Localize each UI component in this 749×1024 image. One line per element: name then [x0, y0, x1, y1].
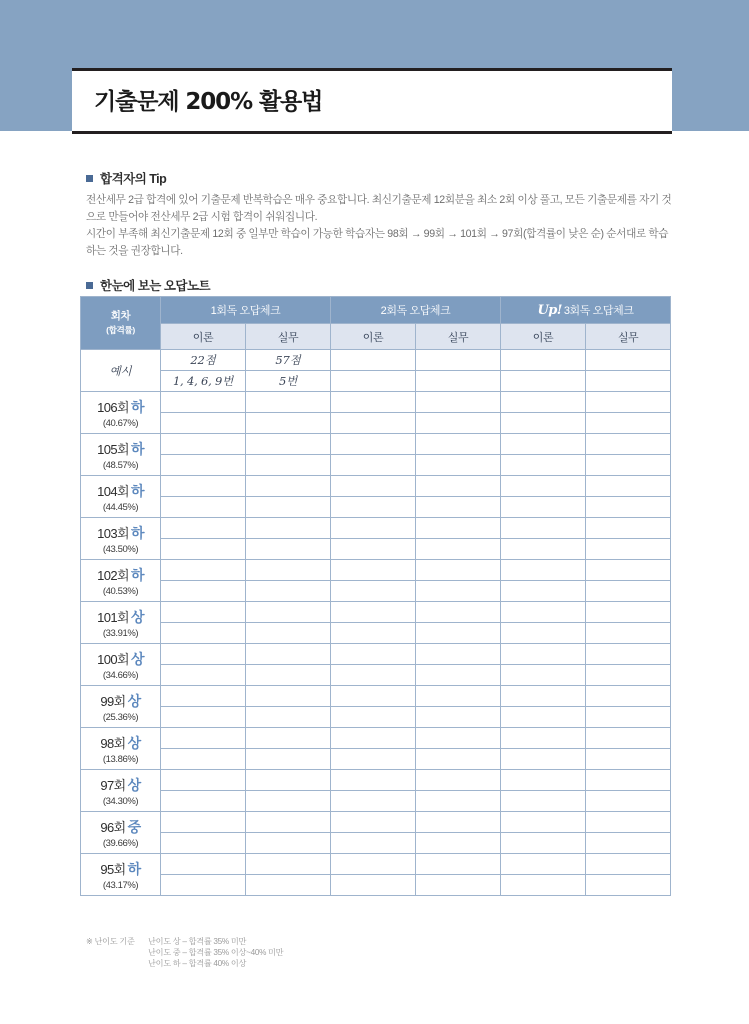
table-row — [81, 644, 671, 665]
table-row — [81, 518, 671, 539]
difficulty-badge: 중 — [127, 818, 141, 835]
answer-cell[interactable] — [416, 602, 501, 623]
answer-cell[interactable] — [161, 497, 246, 518]
round-number: 97회 — [100, 777, 126, 793]
section-heading-note — [86, 276, 210, 294]
answer-cell[interactable] — [586, 476, 671, 497]
example-cell-text: 22점 — [190, 353, 216, 367]
difficulty-badge: 하 — [130, 440, 144, 457]
answer-cell[interactable] — [161, 665, 246, 686]
answer-cell[interactable] — [331, 749, 416, 770]
up-badge-icon: Up! — [537, 303, 562, 318]
answer-cell[interactable] — [416, 392, 501, 413]
answer-cell[interactable] — [331, 791, 416, 812]
table-row-second-line — [81, 539, 671, 560]
pass-rate: (13.86%) — [102, 753, 139, 765]
round-number: 99회 — [100, 693, 126, 709]
example-cell-top-5[interactable] — [501, 350, 586, 371]
answer-cell[interactable] — [416, 581, 501, 602]
answer-cell[interactable] — [161, 560, 246, 581]
table-row-second-line — [81, 455, 671, 476]
bullet-square-icon — [86, 282, 93, 289]
table-row-example-bottom — [81, 371, 671, 392]
table-row — [81, 560, 671, 581]
answer-cell[interactable] — [416, 623, 501, 644]
answer-cell[interactable] — [246, 518, 331, 539]
answer-cell[interactable] — [331, 476, 416, 497]
example-cell-bottom-3[interactable] — [331, 371, 416, 392]
answer-cell[interactable] — [586, 875, 671, 896]
example-cell-bottom-5[interactable] — [501, 371, 586, 392]
difficulty-badge: 상 — [130, 608, 144, 625]
header-round-column — [81, 297, 161, 350]
table-row — [81, 770, 671, 791]
answer-cell[interactable] — [246, 665, 331, 686]
section-heading-note-label: 한눈에 보는 오답노트 — [100, 279, 211, 293]
answer-cell[interactable] — [416, 728, 501, 749]
answer-cell[interactable] — [501, 770, 586, 791]
answer-cell[interactable] — [246, 644, 331, 665]
answer-cell[interactable] — [501, 602, 586, 623]
example-cell-text: 5번 — [278, 374, 298, 388]
answer-cell[interactable] — [331, 728, 416, 749]
answer-cell[interactable] — [501, 413, 586, 434]
answer-cell[interactable] — [161, 434, 246, 455]
table-row-second-line — [81, 833, 671, 854]
answer-cell[interactable] — [586, 791, 671, 812]
answer-cell[interactable] — [501, 791, 586, 812]
header-round-line1: 회차 — [110, 310, 131, 322]
pass-rate: (43.17%) — [102, 879, 139, 891]
subheader-practice-3: 실무 — [586, 324, 671, 350]
answer-cell[interactable] — [416, 413, 501, 434]
table-row-second-line — [81, 581, 671, 602]
table-row — [81, 812, 671, 833]
answer-cell[interactable] — [416, 560, 501, 581]
tip-paragraph-2: 시간이 부족해 최신기출문제 12회 중 일부만 학습이 가능한 학습자는 98회 → 99회 → 101회 → 97회(합격률이 낮은 순) 순서대로 학습하는 것을 권장합니다. — [86, 228, 669, 257]
answer-cell[interactable] — [501, 581, 586, 602]
section-heading-tip-label: 합격자의 Tip — [100, 172, 167, 186]
example-cell-text: 1, 4, 6, 9번 — [172, 374, 234, 388]
answer-cell[interactable] — [246, 602, 331, 623]
answer-cell[interactable] — [246, 476, 331, 497]
answer-cell[interactable] — [416, 476, 501, 497]
answer-cell[interactable] — [246, 707, 331, 728]
pass-rate: (48.57%) — [102, 459, 139, 471]
round-cell-102회 — [81, 560, 161, 602]
answer-cell[interactable] — [331, 623, 416, 644]
answer-cell[interactable] — [331, 854, 416, 875]
table-header — [81, 297, 671, 350]
answer-cell[interactable] — [586, 812, 671, 833]
pass-rate: (40.53%) — [102, 585, 139, 597]
answer-cell[interactable] — [416, 875, 501, 896]
answer-cell[interactable] — [331, 686, 416, 707]
round-cell-106회 — [81, 392, 161, 434]
answer-cell[interactable] — [246, 560, 331, 581]
example-cell-top-4[interactable] — [416, 350, 501, 371]
round-number: 95회 — [100, 861, 126, 877]
answer-cell[interactable] — [586, 854, 671, 875]
pass-rate: (33.91%) — [102, 627, 139, 639]
table-row-second-line — [81, 497, 671, 518]
footnote-label: ※ 난이도 기준 — [86, 937, 135, 946]
answer-cell[interactable] — [501, 665, 586, 686]
header-group-1 — [161, 297, 331, 324]
answer-cell[interactable] — [331, 518, 416, 539]
answer-cell[interactable] — [586, 455, 671, 476]
answer-cell[interactable] — [161, 791, 246, 812]
answer-cell[interactable] — [501, 833, 586, 854]
round-cell-98회 — [81, 728, 161, 770]
answer-cell[interactable] — [416, 455, 501, 476]
table-row — [81, 476, 671, 497]
answer-cell[interactable] — [416, 434, 501, 455]
example-cell-top-6[interactable] — [586, 350, 671, 371]
answer-cell[interactable] — [416, 497, 501, 518]
subheader-theory-1: 이론 — [161, 324, 246, 350]
answer-cell[interactable] — [331, 560, 416, 581]
difficulty-badge: 상 — [127, 734, 141, 751]
round-cell-105회 — [81, 434, 161, 476]
header-group-3-label: 3회독 오답체크 — [563, 305, 634, 317]
answer-cell[interactable] — [161, 875, 246, 896]
example-cell-bottom-1[interactable] — [161, 371, 246, 392]
answer-cell[interactable] — [161, 644, 246, 665]
table-row-example-top — [81, 350, 671, 371]
table-row — [81, 392, 671, 413]
difficulty-badge: 하 — [127, 860, 141, 877]
difficulty-badge: 하 — [130, 524, 144, 541]
pass-rate: (34.66%) — [102, 669, 139, 681]
answer-cell[interactable] — [501, 728, 586, 749]
answer-cell[interactable] — [501, 560, 586, 581]
answer-cell[interactable] — [246, 539, 331, 560]
answer-cell[interactable] — [586, 413, 671, 434]
answer-cell[interactable] — [586, 581, 671, 602]
example-cell-top-2[interactable] — [246, 350, 331, 371]
answer-cell[interactable] — [586, 623, 671, 644]
round-cell-101회 — [81, 602, 161, 644]
answer-cell[interactable] — [501, 854, 586, 875]
round-number: 101회 — [97, 609, 129, 625]
answer-cell[interactable] — [416, 665, 501, 686]
pass-rate: (25.36%) — [102, 711, 139, 723]
answer-cell[interactable] — [501, 644, 586, 665]
answer-cell[interactable] — [501, 434, 586, 455]
answer-cell[interactable] — [331, 539, 416, 560]
answer-cell[interactable] — [161, 707, 246, 728]
header-group-2 — [331, 297, 501, 324]
answer-cell[interactable] — [246, 686, 331, 707]
round-number: 103회 — [97, 525, 129, 541]
answer-cell[interactable] — [161, 518, 246, 539]
answer-cell[interactable] — [331, 812, 416, 833]
answer-cell[interactable] — [586, 749, 671, 770]
answer-cell[interactable] — [586, 665, 671, 686]
subheader-theory-3: 이론 — [501, 324, 586, 350]
answer-cell[interactable] — [416, 812, 501, 833]
answer-cell[interactable] — [246, 791, 331, 812]
answer-cell[interactable] — [246, 770, 331, 791]
answer-cell[interactable] — [501, 749, 586, 770]
page-title: 기출문제 200% 활용법 — [94, 89, 323, 115]
answer-cell[interactable] — [331, 434, 416, 455]
table-row-second-line — [81, 623, 671, 644]
table-row-second-line — [81, 875, 671, 896]
wrong-answer-note-table — [80, 296, 671, 896]
round-cell-100회 — [81, 644, 161, 686]
answer-cell[interactable] — [501, 518, 586, 539]
difficulty-badge: 하 — [130, 566, 144, 583]
answer-cell[interactable] — [161, 455, 246, 476]
answer-cell[interactable] — [586, 728, 671, 749]
answer-cell[interactable] — [501, 497, 586, 518]
footnote-line: 난이도 상 – 합격률 35% 미만 — [148, 937, 247, 946]
page-title-box — [72, 68, 672, 134]
answer-cell[interactable] — [331, 833, 416, 854]
example-cell-text: 57점 — [275, 353, 301, 367]
header-group-3 — [501, 297, 671, 324]
answer-cell[interactable] — [416, 539, 501, 560]
round-cell-97회 — [81, 770, 161, 812]
tip-paragraph-1: 전산세무 2급 합격에 있어 기출문제 반복학습은 매우 중요합니다. 최신기출문제 12회분을 최소 2회 이상 풀고, 모든 기출문제를 자기 것으로 만들어야 전산세무 2급 시험 합격이 쉬워집니다. — [86, 194, 672, 223]
table-row-second-line — [81, 413, 671, 434]
answer-cell[interactable] — [161, 728, 246, 749]
answer-cell[interactable] — [246, 413, 331, 434]
table-row-second-line — [81, 665, 671, 686]
round-cell-95회 — [81, 854, 161, 896]
answer-cell[interactable] — [161, 476, 246, 497]
answer-cell[interactable] — [501, 812, 586, 833]
difficulty-badge: 상 — [127, 776, 141, 793]
example-cell-bottom-6[interactable] — [586, 371, 671, 392]
answer-cell[interactable] — [161, 812, 246, 833]
answer-cell[interactable] — [501, 539, 586, 560]
answer-cell[interactable] — [246, 854, 331, 875]
round-number: 102회 — [97, 567, 129, 583]
pass-rate: (40.67%) — [102, 417, 139, 429]
answer-cell[interactable] — [331, 644, 416, 665]
round-number: 100회 — [97, 651, 129, 667]
answer-cell[interactable] — [161, 392, 246, 413]
table-row — [81, 728, 671, 749]
answer-cell[interactable] — [501, 392, 586, 413]
answer-cell[interactable] — [586, 560, 671, 581]
answer-cell[interactable] — [416, 749, 501, 770]
table-body — [81, 350, 671, 896]
answer-cell[interactable] — [246, 455, 331, 476]
answer-cell[interactable] — [246, 749, 331, 770]
answer-cell[interactable] — [246, 812, 331, 833]
example-cell-bottom-2[interactable] — [246, 371, 331, 392]
answer-cell[interactable] — [501, 476, 586, 497]
answer-cell[interactable] — [416, 791, 501, 812]
table-row-second-line — [81, 791, 671, 812]
answer-cell[interactable] — [586, 686, 671, 707]
table-row — [81, 434, 671, 455]
example-cell-top-1[interactable] — [161, 350, 246, 371]
answer-cell[interactable] — [161, 413, 246, 434]
answer-cell[interactable] — [331, 875, 416, 896]
answer-cell[interactable] — [416, 707, 501, 728]
answer-cell[interactable] — [586, 392, 671, 413]
answer-cell[interactable] — [501, 623, 586, 644]
answer-cell[interactable] — [161, 833, 246, 854]
answer-cell[interactable] — [161, 770, 246, 791]
answer-cell[interactable] — [586, 707, 671, 728]
answer-cell[interactable] — [416, 686, 501, 707]
answer-cell[interactable] — [246, 875, 331, 896]
header-group-1-label: 1회독 오답체크 — [210, 305, 281, 317]
answer-cell[interactable] — [586, 602, 671, 623]
answer-cell[interactable] — [246, 623, 331, 644]
round-number: 104회 — [97, 483, 129, 499]
answer-cell[interactable] — [416, 770, 501, 791]
answer-cell[interactable] — [161, 581, 246, 602]
answer-cell[interactable] — [331, 392, 416, 413]
answer-cell[interactable] — [586, 539, 671, 560]
answer-cell[interactable] — [416, 644, 501, 665]
answer-cell[interactable] — [586, 518, 671, 539]
round-number: 106회 — [97, 399, 129, 415]
difficulty-badge: 하 — [130, 398, 144, 415]
bullet-square-icon — [86, 175, 93, 182]
footnote-line: 난이도 하 – 합격률 40% 이상 — [148, 959, 247, 968]
round-number: 105회 — [97, 441, 129, 457]
table-row-second-line — [81, 749, 671, 770]
answer-cell[interactable] — [161, 602, 246, 623]
pass-rate: (43.50%) — [102, 543, 139, 555]
example-row-label-text: 예시 — [109, 363, 132, 378]
answer-cell[interactable] — [501, 707, 586, 728]
answer-cell[interactable] — [246, 392, 331, 413]
answer-cell[interactable] — [161, 854, 246, 875]
answer-cell[interactable] — [246, 728, 331, 749]
table-row — [81, 686, 671, 707]
answer-cell[interactable] — [586, 833, 671, 854]
answer-cell[interactable] — [501, 686, 586, 707]
answer-cell[interactable] — [246, 581, 331, 602]
answer-cell[interactable] — [331, 707, 416, 728]
difficulty-badge: 상 — [127, 692, 141, 709]
example-row-label — [81, 350, 161, 392]
round-number: 96회 — [100, 819, 126, 835]
round-number: 98회 — [100, 735, 126, 751]
answer-cell[interactable] — [331, 770, 416, 791]
answer-cell[interactable] — [161, 686, 246, 707]
answer-cell[interactable] — [161, 749, 246, 770]
round-cell-99회 — [81, 686, 161, 728]
round-cell-96회 — [81, 812, 161, 854]
subheader-practice-2: 실무 — [416, 324, 501, 350]
pass-rate: (44.45%) — [102, 501, 139, 513]
header-round-line2: (합격률) — [106, 325, 135, 335]
answer-cell[interactable] — [331, 413, 416, 434]
example-cell-bottom-4[interactable] — [416, 371, 501, 392]
answer-cell[interactable] — [586, 770, 671, 791]
answer-cell[interactable] — [331, 665, 416, 686]
answer-cell[interactable] — [586, 497, 671, 518]
subheader-practice-1: 실무 — [246, 324, 331, 350]
answer-cell[interactable] — [416, 833, 501, 854]
round-cell-104회 — [81, 476, 161, 518]
table-header-row-subheaders — [81, 324, 671, 350]
answer-cell[interactable] — [331, 602, 416, 623]
table-row-second-line — [81, 707, 671, 728]
answer-cell[interactable] — [501, 875, 586, 896]
footnote-lines — [148, 936, 283, 969]
answer-cell[interactable] — [416, 518, 501, 539]
answer-cell[interactable] — [586, 644, 671, 665]
table-header-row-groups — [81, 297, 671, 324]
pass-rate: (34.30%) — [102, 795, 139, 807]
answer-cell[interactable] — [331, 497, 416, 518]
answer-cell[interactable] — [416, 854, 501, 875]
answer-cell[interactable] — [331, 581, 416, 602]
section-heading-tip — [86, 169, 166, 187]
table-row — [81, 854, 671, 875]
footnote-line: 난이도 중 – 합격률 35% 이상~40% 미만 — [148, 948, 284, 957]
answer-cell[interactable] — [161, 623, 246, 644]
round-cell-103회 — [81, 518, 161, 560]
difficulty-badge: 상 — [130, 650, 144, 667]
answer-cell[interactable] — [586, 434, 671, 455]
header-group-2-label: 2회독 오답체크 — [380, 305, 451, 317]
answer-cell[interactable] — [161, 539, 246, 560]
subheader-theory-2: 이론 — [331, 324, 416, 350]
answer-cell[interactable] — [246, 434, 331, 455]
answer-cell[interactable] — [331, 455, 416, 476]
table-row — [81, 602, 671, 623]
answer-cell[interactable] — [246, 833, 331, 854]
pass-rate: (39.66%) — [102, 837, 139, 849]
difficulty-badge: 하 — [130, 482, 144, 499]
answer-cell[interactable] — [501, 455, 586, 476]
answer-cell[interactable] — [246, 497, 331, 518]
example-cell-top-3[interactable] — [331, 350, 416, 371]
